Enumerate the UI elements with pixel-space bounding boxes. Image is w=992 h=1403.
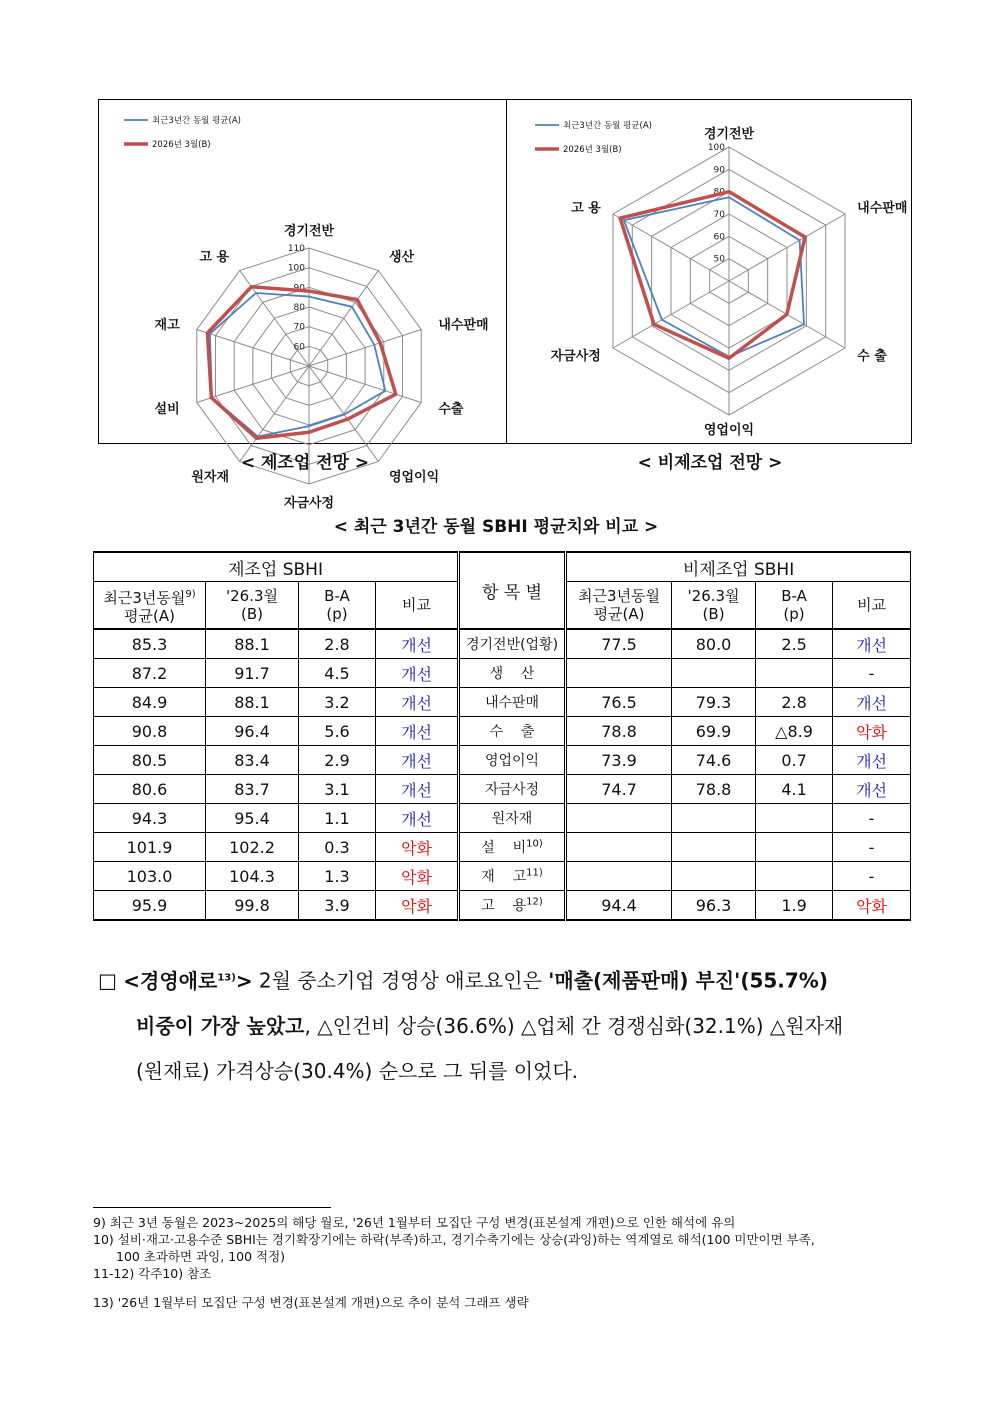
table-row [94,862,911,891]
mfg-cmp-cell: 악화 [376,891,459,921]
table-row [94,717,911,746]
tick-label: 90 [293,283,305,294]
mfg-cmp-cell: 개선 [376,717,459,746]
nonmfg-avg-cell: 74.7 [566,775,672,804]
mfg-col-avg: 최근3년동월$^{9)}$ 평균(A) [94,582,206,630]
category-label: 설비 [154,402,180,418]
item-cell: 원자재 [459,804,566,833]
tick-label: 100 [287,263,305,274]
nonmfg-avg-cell [566,862,672,891]
nonmfg-cmp-cell: 개선 [833,746,911,775]
mfg-avg-cell: 80.5 [94,746,206,775]
nonmfg-diff-cell: △8.9 [756,717,833,746]
sbhi-comparison-table [93,551,911,921]
category-label: 수 출 [856,349,887,364]
mfg-avg-cell: 103.0 [94,862,206,891]
item-cell: 설 비$^{10)}$ [459,833,566,862]
legend-label: 최근3년간 동월 평균(A) [562,121,652,131]
mfg-cur-cell: 104.3 [206,862,299,891]
item-cell: 경기전반(업황) [459,629,566,659]
nonmfg-cur-cell [672,804,756,833]
category-label: 수출 [438,402,464,418]
tick-label: 60 [293,342,305,353]
nonmfg-cur-cell [672,833,756,862]
nonmfg-avg-cell [566,659,672,688]
nonmfg-cmp-cell: 개선 [833,688,911,717]
mfg-diff-cell: 4.5 [299,659,376,688]
nonmfg-cmp-cell: - [833,659,911,688]
nonmfg-diff-cell: 0.7 [756,746,833,775]
footnote-rule [93,1207,331,1208]
nonmfg-diff-cell [756,833,833,862]
nonmfg-diff-cell: 2.5 [756,629,833,659]
nonmfg-avg-cell: 73.9 [566,746,672,775]
category-label: 원자재 [191,470,230,486]
table-row [94,775,911,804]
nonmfg-diff-cell [756,659,833,688]
mfg-cmp-cell: 개선 [376,775,459,804]
mfg-cur-cell: 83.7 [206,775,299,804]
table-row [94,804,911,833]
mfg-avg-cell: 84.9 [94,688,206,717]
footnote-10: 10) 설비·재고·고용수준 SBHI는 경기확장기에는 하락(부족)하고, 경기수축기에는 상승(과잉)하는 역계열로 해석(100 미만이면 부족, [93,1232,815,1247]
item-cell: 자금사정 [459,775,566,804]
nonmfg-col-cmp: 비교 [833,582,911,630]
non-manufacturing-radar-chart [507,100,912,443]
table-row [94,629,911,659]
tick-label: 110 [287,244,305,254]
footnotes [93,1214,908,1311]
nonmfg-cmp-cell: 악화 [833,717,911,746]
category-label: 경기전반 [283,224,335,239]
non-manufacturing-chart-caption: < 비제조업 전망 > [637,453,783,473]
category-label: 영업이익 [388,470,440,486]
nonmfg-cur-cell: 78.8 [672,775,756,804]
item-cell: 내수판매 [459,688,566,717]
mfg-avg-cell: 80.6 [94,775,206,804]
mfg-avg-cell: 101.9 [94,833,206,862]
mfg-diff-cell: 3.1 [299,775,376,804]
mfg-diff-cell: 0.3 [299,833,376,862]
footnote-11-12: 11-12) 각주10) 참조 [93,1266,212,1281]
nonmfg-cur-cell: 79.3 [672,688,756,717]
nonmfg-cur-cell: 69.9 [672,717,756,746]
nonmfg-avg-cell: 76.5 [566,688,672,717]
nonmfg-cur-cell [672,659,756,688]
mfg-cmp-cell: 개선 [376,659,459,688]
category-label: 재고 [154,317,180,333]
nonmfg-cur-cell [672,862,756,891]
nonmfg-diff-cell: 4.1 [756,775,833,804]
nonmfg-diff-cell [756,862,833,891]
mfg-avg-cell: 85.3 [94,629,206,659]
category-label: 생산 [388,249,415,265]
nonmfg-diff-cell: 2.8 [756,688,833,717]
non-manufacturing-chart-panel [507,100,912,443]
mfg-cmp-cell: 개선 [376,688,459,717]
nonmfg-col-avg: 최근3년동월 평균(A) [566,582,672,630]
mfg-diff-cell: 5.6 [299,717,376,746]
category-label: 자금사정 [550,349,601,364]
manufacturing-chart-caption: < 제조업 전망 > [240,453,370,473]
mfg-cmp-cell: 개선 [376,804,459,833]
footnote-9: 9) 최근 3년 동월은 2023~2025의 해당 월로, '26년 1월부터 모집단 구성 변경(표본설계 개편)으로 인한 해석에 유의 [93,1215,736,1230]
mfg-cur-cell: 83.4 [206,746,299,775]
nonmfg-cmp-cell: - [833,862,911,891]
mfg-header: 제조업 SBHI [94,552,459,582]
category-label: 내수판매 [438,317,489,333]
mfg-diff-cell: 2.8 [299,629,376,659]
table-row [94,833,911,862]
category-label: 고 용 [199,249,230,265]
tick-label: 70 [293,322,305,333]
mfg-cmp-cell: 악화 [376,862,459,891]
nonmfg-diff-cell [756,804,833,833]
item-cell: 재 고$^{11)}$ [459,862,566,891]
category-label: 경기전반 [703,127,754,142]
nonmfg-diff-cell: 1.9 [756,891,833,921]
legend-label: 최근3년간 동월 평균(A) [152,116,241,126]
mfg-cmp-cell: 개선 [376,746,459,775]
tick-label: 80 [293,303,305,313]
mfg-cmp-cell: 개선 [376,629,459,659]
nonmfg-avg-cell [566,804,672,833]
legend-label: 2026년 3월(B) [562,145,622,155]
category-label: 영업이익 [703,423,754,438]
item-cell: 영업이익 [459,746,566,775]
business-difficulty-paragraph: □ <경영애로$^{13)}$> 2월 중소기업 경영상 애로요인은 '매출(제품판매) 부진'(55.7%) 비중이 가장 높았고, △인건비 상승(36.6%) △업체 간 경쟁심화(32.1%) △원자재 (원재료) 가격상승(30.4%) 순으로 그 뒤를 이었다. [98,968,844,1083]
mfg-avg-cell: 87.2 [94,659,206,688]
nonmfg-avg-cell: 77.5 [566,629,672,659]
nonmfg-cmp-cell: 개선 [833,775,911,804]
mfg-col-cmp: 비교 [376,582,459,630]
nonmfg-cur-cell: 74.6 [672,746,756,775]
category-label: 자금사정 [283,496,335,511]
mfg-avg-cell: 90.8 [94,717,206,746]
table-title: < 최근 3년간 동월 SBHI 평균치와 비교 > [333,517,659,537]
nonmfg-cur-cell: 80.0 [672,629,756,659]
mfg-col-diff: B-A (p) [299,582,376,630]
table-row [94,746,911,775]
nonmfg-avg-cell: 94.4 [566,891,672,921]
item-cell: 생 산 [459,659,566,688]
mfg-cur-cell: 102.2 [206,833,299,862]
category-label: 고 용 [570,201,601,216]
table-row [94,688,911,717]
tick-label: 90 [713,165,725,176]
mfg-cur-cell: 96.4 [206,717,299,746]
mfg-cur-cell: 91.7 [206,659,299,688]
item-cell: 고 용$^{12)}$ [459,891,566,921]
mfg-avg-cell: 95.9 [94,891,206,921]
mfg-cur-cell: 88.1 [206,688,299,717]
tick-label: 60 [713,232,725,243]
nonmfg-cmp-cell: - [833,833,911,862]
mfg-diff-cell: 3.2 [299,688,376,717]
mfg-diff-cell: 1.1 [299,804,376,833]
tick-label: 80 [713,187,725,198]
nonmfg-avg-cell: 78.8 [566,717,672,746]
footnote-13: 13) '26년 1월부터 모집단 구성 변경(표본설계 개편)으로 추이 분석 그래프 생략 [93,1295,529,1310]
nonmfg-cur-cell: 96.3 [672,891,756,921]
mfg-cur-cell: 99.8 [206,891,299,921]
tick-label: 100 [707,143,725,153]
mfg-avg-cell: 94.3 [94,804,206,833]
item-header: 항 목 별 [459,552,566,629]
table-row [94,659,911,688]
nonmfg-col-cur: '26.3월 (B) [672,582,756,630]
mfg-diff-cell: 2.9 [299,746,376,775]
tick-label: 70 [713,210,725,220]
category-label: 내수판매 [856,201,907,216]
mfg-cmp-cell: 악화 [376,833,459,862]
mfg-diff-cell: 1.3 [299,862,376,891]
legend-label: 2026년 3월(B) [152,140,211,150]
nonmfg-avg-cell [566,833,672,862]
mfg-col-cur: '26.3월 (B) [206,582,299,630]
nonmfg-header: 비제조업 SBHI [566,552,911,582]
nonmfg-cmp-cell: - [833,804,911,833]
nonmfg-cmp-cell: 악화 [833,891,911,921]
nonmfg-cmp-cell: 개선 [833,629,911,659]
nonmfg-col-diff: B-A (p) [756,582,833,630]
mfg-diff-cell: 3.9 [299,891,376,921]
mfg-cur-cell: 95.4 [206,804,299,833]
tick-label: 50 [713,254,725,265]
table-row [94,891,911,921]
item-cell: 수 출 [459,717,566,746]
mfg-cur-cell: 88.1 [206,629,299,659]
footnote-10-cont: 100 초과하면 과잉, 100 적정) [116,1249,286,1264]
